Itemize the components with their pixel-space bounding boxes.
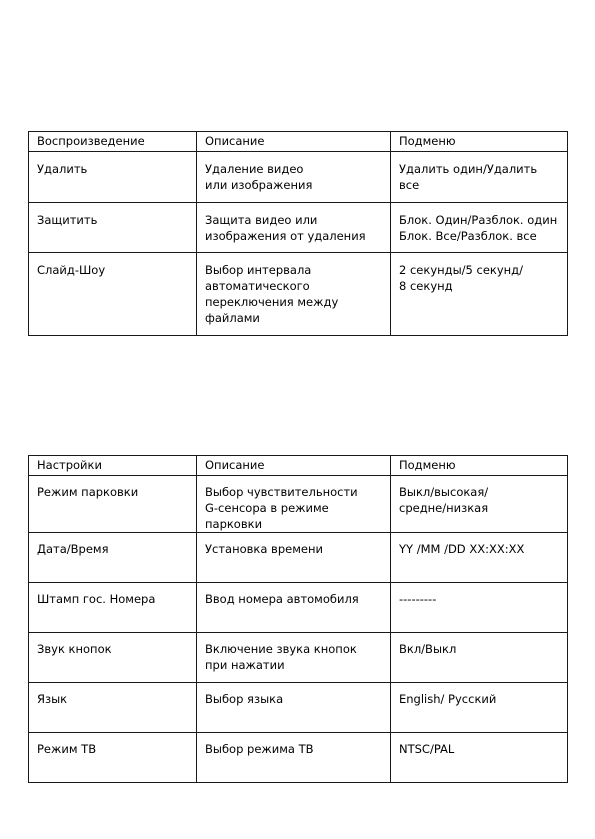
table-row bbox=[29, 683, 568, 733]
header-description: Описание bbox=[197, 132, 391, 152]
row-description: Выбор чувствительности G-сенсора в режиме парковки bbox=[197, 476, 391, 533]
header-description: Описание bbox=[197, 456, 391, 476]
row-description: Выбор языка bbox=[197, 683, 391, 733]
header-settings: Настройки bbox=[29, 456, 197, 476]
row-item: Дата/Время bbox=[29, 533, 197, 583]
row-description: Выбор режима ТВ bbox=[197, 733, 391, 783]
row-description: Включение звука кнопок при нажатии bbox=[197, 633, 391, 683]
header-submenu: Подменю bbox=[391, 456, 568, 476]
row-description: Защита видео или изображения от удаления bbox=[197, 203, 391, 253]
row-item: Штамп гос. Номера bbox=[29, 583, 197, 633]
row-submenu: YY /MM /DD XX:XX:XX bbox=[391, 533, 568, 583]
row-item: Звук кнопок bbox=[29, 633, 197, 683]
row-item: Слайд-Шоу bbox=[29, 253, 197, 336]
row-item: Режим парковки bbox=[29, 476, 197, 533]
header-submenu: Подменю bbox=[391, 132, 568, 152]
row-description: Ввод номера автомобиля bbox=[197, 583, 391, 633]
table-row bbox=[29, 533, 568, 583]
row-submenu: 2 секунды/5 секунд/ 8 секунд bbox=[391, 253, 568, 336]
row-item: Язык bbox=[29, 683, 197, 733]
table-header-row bbox=[29, 132, 568, 152]
row-description: Удаление видео или изображения bbox=[197, 152, 391, 203]
row-submenu: --------- bbox=[391, 583, 568, 633]
row-description: Выбор интервала автоматического переключения между файлами bbox=[197, 253, 391, 336]
table-header-row bbox=[29, 456, 568, 476]
table-row bbox=[29, 583, 568, 633]
row-submenu: Вкл/Выкл bbox=[391, 633, 568, 683]
table-row bbox=[29, 152, 568, 203]
table-row bbox=[29, 476, 568, 533]
row-description: Установка времени bbox=[197, 533, 391, 583]
row-submenu: NTSC/PAL bbox=[391, 733, 568, 783]
table-row bbox=[29, 733, 568, 783]
table-row bbox=[29, 253, 568, 336]
header-playback: Воспроизведение bbox=[29, 132, 197, 152]
playback-menu-table bbox=[28, 131, 568, 336]
row-item: Защитить bbox=[29, 203, 197, 253]
row-submenu: Блок. Один/Разблок. один Блок. Все/Разблок. все bbox=[391, 203, 568, 253]
row-item: Удалить bbox=[29, 152, 197, 203]
table-row bbox=[29, 633, 568, 683]
table-row bbox=[29, 203, 568, 253]
row-submenu: English/ Русский bbox=[391, 683, 568, 733]
row-submenu: Выкл/высокая/ средне/низкая bbox=[391, 476, 568, 533]
row-submenu: Удалить один/Удалить все bbox=[391, 152, 568, 203]
row-item: Режим ТВ bbox=[29, 733, 197, 783]
settings-menu-table bbox=[28, 455, 568, 783]
